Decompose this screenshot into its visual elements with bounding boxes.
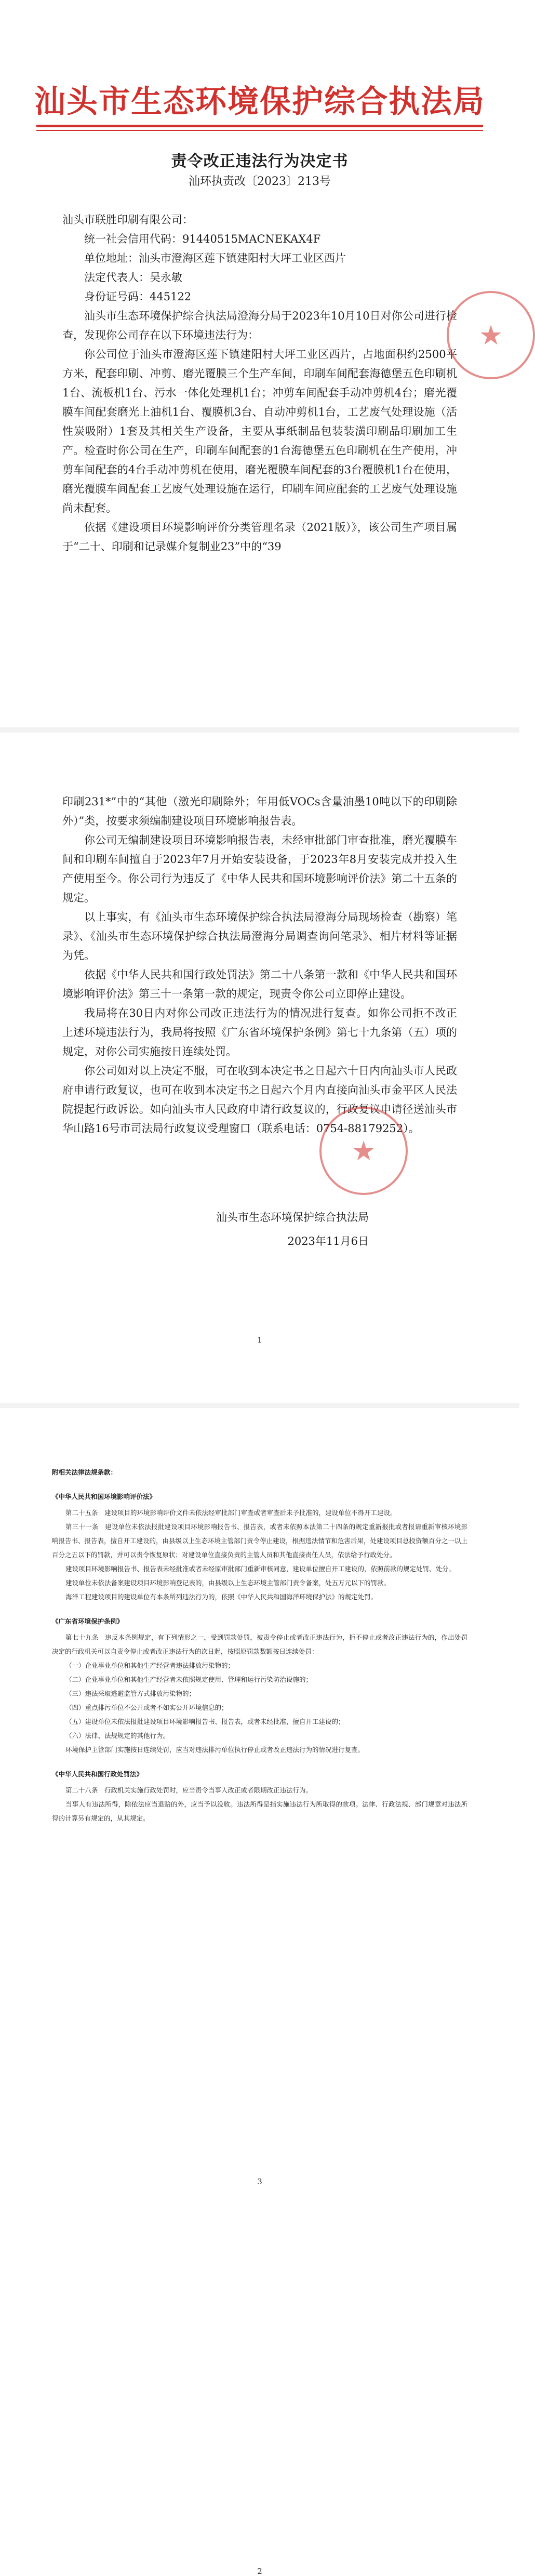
appendix-heading: 附相关法律法规条款：: [52, 1468, 117, 1476]
signature-date: 2023年11月6日: [287, 1235, 369, 1247]
law-clause: 建设项目环境影响报告书、报告表未经批准或者未经原审批部门重新审核同意，建设单位擅自开工建设的，依照前款的规定处罚、处分。: [65, 1565, 456, 1573]
law-clause: 第二十八条 行政机关实施行政处罚时，应当责令当事人改正或者限期改正违法行为。: [65, 1786, 313, 1794]
official-seal: [447, 291, 535, 379]
law-clause: 环境保护主管部门实施按日连续处罚，应当对违法排污单位执行停止或者改正违法行为的情况进行复查。: [65, 1746, 365, 1754]
paragraph: 我局将在30日内对你公司改正违法行为的情况进行复查。如你公司拒不改正上述环境违法行为，我局将按照《广东省环境保护条例》第七十九条第（五）项的规定，对你公司实施按日连续处罚。: [62, 1007, 457, 1058]
page-number: 3: [257, 2177, 262, 2186]
law-clause: 建设单位未依法备案建设项目环境影响登记表的，由县级以上生态环境主管部门责令备案，处五万元以下的罚款。: [65, 1579, 391, 1587]
paragraph: 依据《中华人民共和国行政处罚法》第二十八条第一款和《中华人民共和国环境影响评价法》第三十一条第一款的规定，现责令你公司立即停止建设。: [62, 968, 457, 1000]
law-title: 《广东省环境保护条例》: [52, 1617, 124, 1625]
paragraph: 你公司无编制建设项目环境影响报告表，未经审批部门审查批准，磨光覆膜车间和印刷车间擅自于2023年7月开始安装设备，于2023年8月安装完成并投入生产使用至今。你公司行为违反了《中华人民共和国环境影响评价法》第二十五条的规定。: [62, 834, 457, 904]
paragraph: 以上事实，有《汕头市生态环境保护综合执法局澄海分局现场检查（勘察）笔录》、《汕头市生态环境保护综合执法局澄海分局调查询问笔录》、相片材料等证据为凭。: [62, 911, 457, 962]
seal-star-icon: ★: [351, 1136, 376, 1167]
legal-rep-line: 法定代表人：吴永敏: [84, 271, 182, 284]
law-item: （一）企业事业单位和其他生产经营者违法排放污染物的；: [65, 1662, 235, 1669]
page-number: 2: [257, 2567, 262, 2576]
law-item: （五）建设单位未依法报批建设项目环境影响报告书、报告表，或者未经批准，擅自开工建设的；: [65, 1718, 345, 1725]
signature-organization: 汕头市生态环境保护综合执法局: [216, 1211, 369, 1224]
law-clause: 第二十五条 建设项目的环境影响评价文件未依法经审批部门审查或者审查后未予批准的，建设单位不得开工建设。: [65, 1509, 397, 1517]
header-rule-thin: [36, 130, 483, 131]
page-number: 1: [257, 1335, 262, 1345]
law-clause: 海洋工程建设项目的建设单位有本条所列违法行为的，依照《中华人民共和国海洋环境保护法》的规定处罚。: [65, 1593, 378, 1601]
official-seal: [319, 1107, 408, 1195]
credit-code-line: 统一社会信用代码：91440515MACNEKAX4F: [84, 233, 321, 245]
page-separator: [0, 727, 519, 733]
page-1: [0, 0, 519, 727]
paragraph: 依据《建设项目环境影响评价分类管理名录（2021版）》，该公司生产项目属于“二十、印刷和记录媒介复制业23”中的“39: [62, 521, 457, 553]
law-item: （三）违法采取逃避监管方式排放污染物的；: [65, 1690, 196, 1697]
paragraph: 你公司如对以上决定不服，可在收到本决定书之日起六十日内向汕头市人民政府申请行政复议，也可在收到本决定书之日起六个月内直接向汕头市金平区人民法院提起行政诉讼。如向汕头市人民政府申请行政复议的，行政复议申请径送汕头市华山路16号市司法局行政复议受理窗口（联系电话：0754-88179252）。: [62, 1065, 457, 1135]
address-line: 单位地址：汕头市澄海区莲下镇建阳村大坪工业区西片: [84, 252, 346, 264]
page-separator: [0, 1403, 519, 1408]
header-rule-thick: [36, 125, 483, 127]
law-clause: 第三十一条 建设单位未依法报批建设项目环境影响报告书、报告表，或者未依照本法第二十四条的规定重新报批或者报请重新审核环境影响报告书、报告表，擅自开工建设的，由县级以上生态环境主管部门责令停止建设，根据违法情节和危害后果，处建设项目总投资额百分之一以上百分之五以下的罚款，并可以责令恢复原状；对建设单位直接负责的主管人员和其他直接责任人员，依法给予行政处分。: [52, 1523, 468, 1559]
law-title: 《中华人民共和国环境影响评价法》: [52, 1493, 156, 1501]
paragraph: 印刷231*”中的“其他（激光印刷除外；年用低VOCs含量油墨10吨以下的印刷除外）”类，按要求须编制建设项目环境影响报告表。: [62, 795, 457, 827]
law-item: （二）企业事业单位和其他生产经营者未依照规定使用、管理和运行污染防治设施的；: [65, 1676, 313, 1683]
page-3: [0, 1408, 519, 2576]
law-clause: 当事人有违法所得，除依法应当退赔的外，应当予以没收。违法所得是指实施违法行为所取得的款项。法律、行政法规、部门规章对违法所得的计算另有规定的，从其规定。: [52, 1800, 467, 1822]
law-item: （四）重点排污单位不公开或者不如实公开环境信息的；: [65, 1704, 228, 1711]
seal-star-icon: ★: [478, 320, 503, 351]
recipient-line: 汕头市联胜印刷有限公司：: [62, 214, 193, 226]
agency-header: 汕头市生态环境保护综合执法局: [34, 84, 485, 120]
document-number: 汕环执责改〔2023〕213号: [189, 175, 331, 188]
page-2-body: [62, 792, 457, 1138]
law-item: （六）法律、法规规定的其他行为。: [65, 1732, 170, 1740]
law-title: 《中华人民共和国行政处罚法》: [52, 1770, 143, 1778]
paragraph: 你公司位于汕头市澄海区莲下镇建阳村大坪工业区西片，占地面积约2500平方米，配套印刷、冲剪、磨光覆膜三个生产车间，印刷车间配套海德堡五色印刷机1台、流板机1台、污水一体化处理机1台；冲剪车间配套手动冲剪机4台；磨光覆膜车间配套磨光上油机1台、覆膜机3台、自动冲剪机1台，工艺废气处理设施（活性炭吸附）1套及其相关生产设备，主要从事纸制品包装装潢印刷品印刷加工生产。检查时你公司在生产，印刷车间配套的1台海德堡五色印刷机在生产使用，冲剪车间配套的4台手动冲剪机在使用，磨光覆膜车间配套的3台覆膜机1台在使用，磨光覆膜车间配套工艺废气处理设施在运行，印刷车间应配套的工艺废气处理设施尚未配套。: [62, 348, 457, 514]
law-clause: 第七十九条 违反本条例规定，有下列情形之一，受到罚款处罚，被责令停止或者改正违法行为，拒不停止或者改正违法行为的，作出处罚决定的行政机关可以自责令停止或者改正违法行为的次日起，按照原罚款数额按日连续处罚：: [52, 1634, 467, 1655]
page-1-body: [62, 210, 457, 556]
paragraph: 汕头市生态环境保护综合执法局澄海分局于2023年10月10日对你公司进行检查，发现你公司存在以下环境违法行为：: [62, 310, 457, 341]
appendix-legal-provisions: [52, 1465, 467, 1825]
document-title: 责令改正违法行为决定书: [171, 152, 349, 170]
page-2: [0, 733, 519, 1403]
id-number-line: 身份证号码：445122: [84, 290, 192, 303]
